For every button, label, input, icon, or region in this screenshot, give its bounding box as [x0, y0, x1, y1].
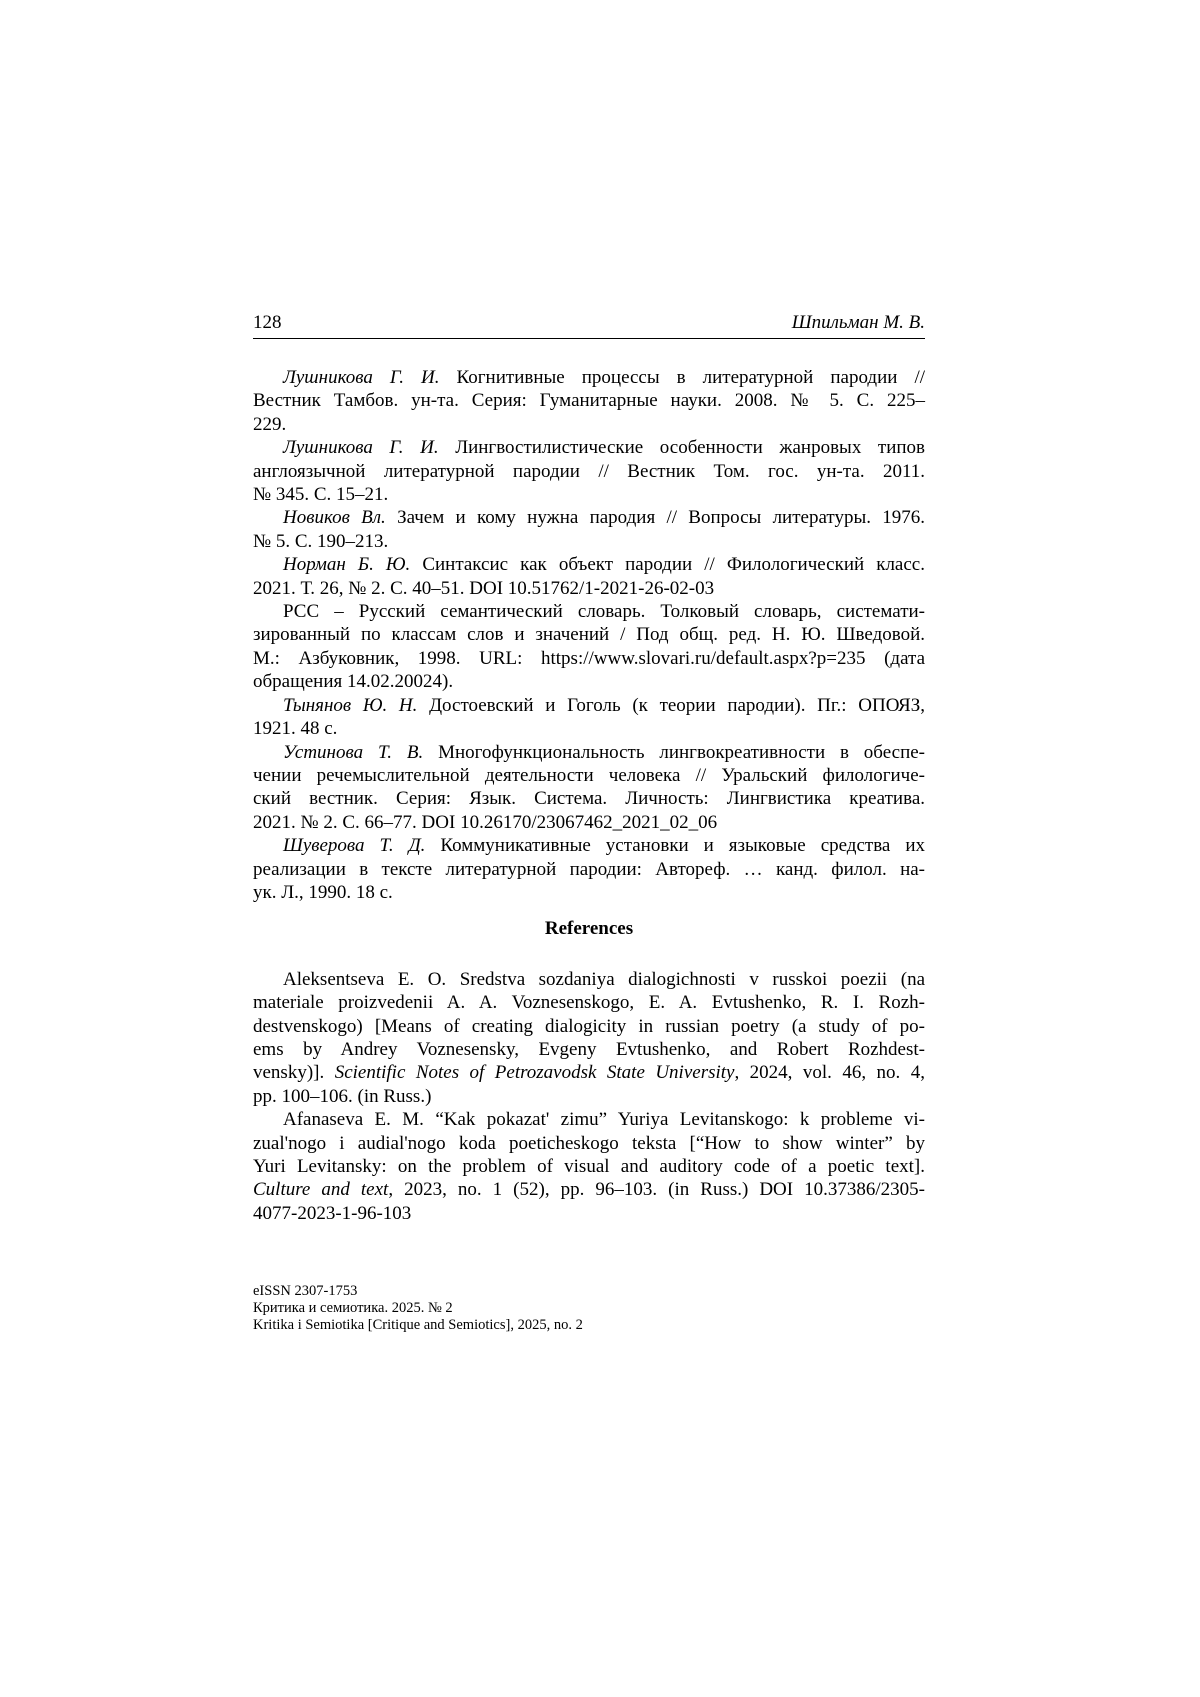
text-segment: vensky)]. [253, 1062, 335, 1084]
reference-line [253, 881, 925, 904]
reference-line [253, 717, 925, 740]
bibliography-english [253, 968, 925, 1225]
text-segment: Синтаксис как объект пародии // Филологический класс. [410, 554, 925, 576]
italic-text-segment: Culture and text [253, 1179, 389, 1201]
text-segment: ems by Andrey Voznesensky, Evgeny Evtushenko, and Robert Rozhdest- [253, 1038, 925, 1060]
text-segment: Aleksentseva E. O. Sredstva sozdaniya dialogichnosti v russkoi poezii (na [283, 968, 925, 990]
text-segment: Yuri Levitansky: on the problem of visual and auditory code of a poetic text]. [253, 1156, 925, 1177]
reference-line [253, 506, 925, 529]
page-footer [253, 1283, 583, 1333]
reference-line [253, 1202, 925, 1225]
text-segment: Многофункциональность лингвокреативности в обеспе- [423, 741, 925, 763]
reference-item [253, 741, 925, 835]
reference-item [253, 600, 925, 694]
reference-line [253, 530, 925, 553]
footer-journal-ru: Критика и семиотика. 2025. № 2 [253, 1299, 453, 1316]
text-segment: М.: Азбуковник, 1998. URL: https://www.slovari.ru/default.aspx?p=235 (дата [253, 647, 925, 669]
italic-text-segment: Устинова Т. В. [283, 741, 424, 763]
text-segment: № 345. С. 15–21. [253, 484, 389, 506]
reference-line [253, 1015, 925, 1038]
reference-line [253, 436, 925, 459]
reference-item [253, 1108, 925, 1225]
reference-item [253, 366, 925, 436]
text-segment: zual'nogo i audial'nogo koda poeticheskogo teksta [“How to show winter” by [253, 1132, 925, 1154]
reference-line [253, 1155, 925, 1178]
text-segment: обращения 14.02.20024). [253, 671, 454, 693]
reference-line [253, 968, 925, 991]
footer-eissn: eISSN 2307-1753 [253, 1283, 358, 1299]
reference-line [253, 413, 925, 436]
text-segment: РСС – Русский семантический словарь. Толковый словарь, системати- [283, 601, 925, 623]
text-segment: Вестник Тамбов. ун-та. Серия: Гуманитарные науки. 2008. № 5. С. 225– [253, 390, 925, 412]
reference-line [253, 553, 925, 576]
text-segment: 2021. № 2. С. 66–77. DOI 10.26170/23067462_2021_02_06 [253, 811, 718, 833]
text-segment: , 2024, vol. 46, no. 4, [734, 1062, 926, 1084]
reference-line [253, 1061, 925, 1084]
reference-line [253, 483, 925, 506]
text-segment: 229. [253, 413, 287, 435]
text-segment: Лингвостилистические особенности жанровых типов [438, 437, 926, 459]
italic-text-segment: Шуверова Т. Д. [283, 835, 426, 857]
italic-text-segment: Тынянов Ю. Н. [283, 694, 418, 716]
text-segment: англоязычной литературной пародии // Вестник Том. гос. ун-та. 2011. [253, 460, 925, 482]
text-segment: № 5. С. 190–213. [253, 530, 389, 552]
reference-line [253, 811, 925, 834]
page-number: 128 [253, 312, 282, 333]
text-segment: , 2023, no. 1 (52), pp. 96–103. (in Russ.) DOI 10.37386/2305- [388, 1179, 925, 1201]
italic-text-segment: Новиков Вл. [283, 507, 386, 529]
running-title: Шпильман М. В. [791, 312, 925, 333]
reference-item [253, 436, 925, 506]
reference-line [253, 1132, 925, 1155]
reference-line [253, 991, 925, 1014]
text-segment: ский вестник. Серия: Язык. Система. Личность: Лингвистика креатива. [253, 788, 925, 810]
reference-line [253, 460, 925, 483]
text-segment: Afanaseva E. M. “Kak pokazat' zimu” Yuriya Levitanskogo: k probleme vi- [283, 1109, 925, 1131]
reference-item [253, 553, 925, 600]
text-segment: ук. Л., 1990. 18 с. [253, 881, 393, 903]
text-segment: 2021. Т. 26, № 2. С. 40–51. DOI 10.51762/1-2021-26-02-03 [253, 577, 715, 599]
reference-line [253, 741, 925, 764]
reference-line [253, 577, 925, 600]
italic-text-segment: Лушникова Г. И. [283, 437, 439, 459]
reference-line [253, 647, 925, 670]
reference-line [253, 600, 925, 623]
reference-line [253, 366, 925, 389]
text-segment: Достоевский и Гоголь (к теории пародии). Пг.: ОПОЯЗ, [417, 694, 925, 716]
references-heading: References [544, 918, 634, 940]
text-segment: Коммуникативные установки и языковые средства их [425, 835, 925, 857]
italic-text-segment: Scientific Notes of Petrozavodsk State University [334, 1062, 735, 1084]
reference-item [253, 834, 925, 904]
reference-line [253, 834, 925, 857]
text-segment: 1921. 48 с. [253, 718, 338, 740]
text-segment: Когнитивные процессы в литературной пародии // [439, 367, 926, 388]
reference-line [253, 623, 925, 646]
text-segment: реализации в тексте литературной пародии: Автореф. … канд. филол. на- [253, 858, 925, 880]
reference-line [253, 670, 925, 693]
reference-line [253, 858, 925, 881]
footer-journal-translit: Kritika i Semiotika [Critique and Semiotics], 2025, no. 2 [253, 1316, 583, 1333]
text-segment: pp. 100–106. (in Russ.) [253, 1085, 432, 1107]
reference-line [253, 1038, 925, 1061]
reference-item [253, 506, 925, 553]
text-segment: 4077-2023-1-96-103 [253, 1202, 412, 1224]
reference-line [253, 764, 925, 787]
reference-line [253, 1108, 925, 1131]
italic-text-segment: Норман Б. Ю. [283, 554, 411, 576]
reference-line [253, 787, 925, 810]
reference-item [253, 694, 925, 741]
text-segment: destvenskogo) [Means of creating dialogicity in russian poetry (a study of po- [253, 1015, 925, 1037]
reference-item [253, 968, 925, 1108]
page-content [253, 312, 925, 1225]
reference-line [253, 694, 925, 717]
text-segment: чении речемыслительной деятельности человека // Уральский филологиче- [253, 764, 925, 786]
reference-line [253, 1178, 925, 1201]
reference-line [253, 1085, 925, 1108]
text-segment: Зачем и кому нужна пародия // Вопросы литературы. 1976. [385, 507, 925, 529]
italic-text-segment: Лушникова Г. И. [283, 367, 440, 388]
text-segment: зированный по классам слов и значений / Под общ. ред. Н. Ю. Шведовой. [253, 624, 925, 646]
page-header [253, 312, 925, 339]
reference-line [253, 389, 925, 412]
bibliography-russian [253, 366, 925, 904]
text-segment: materiale proizvedenii A. A. Voznesenskogo, E. A. Evtushenko, R. I. Rozh- [253, 992, 925, 1014]
